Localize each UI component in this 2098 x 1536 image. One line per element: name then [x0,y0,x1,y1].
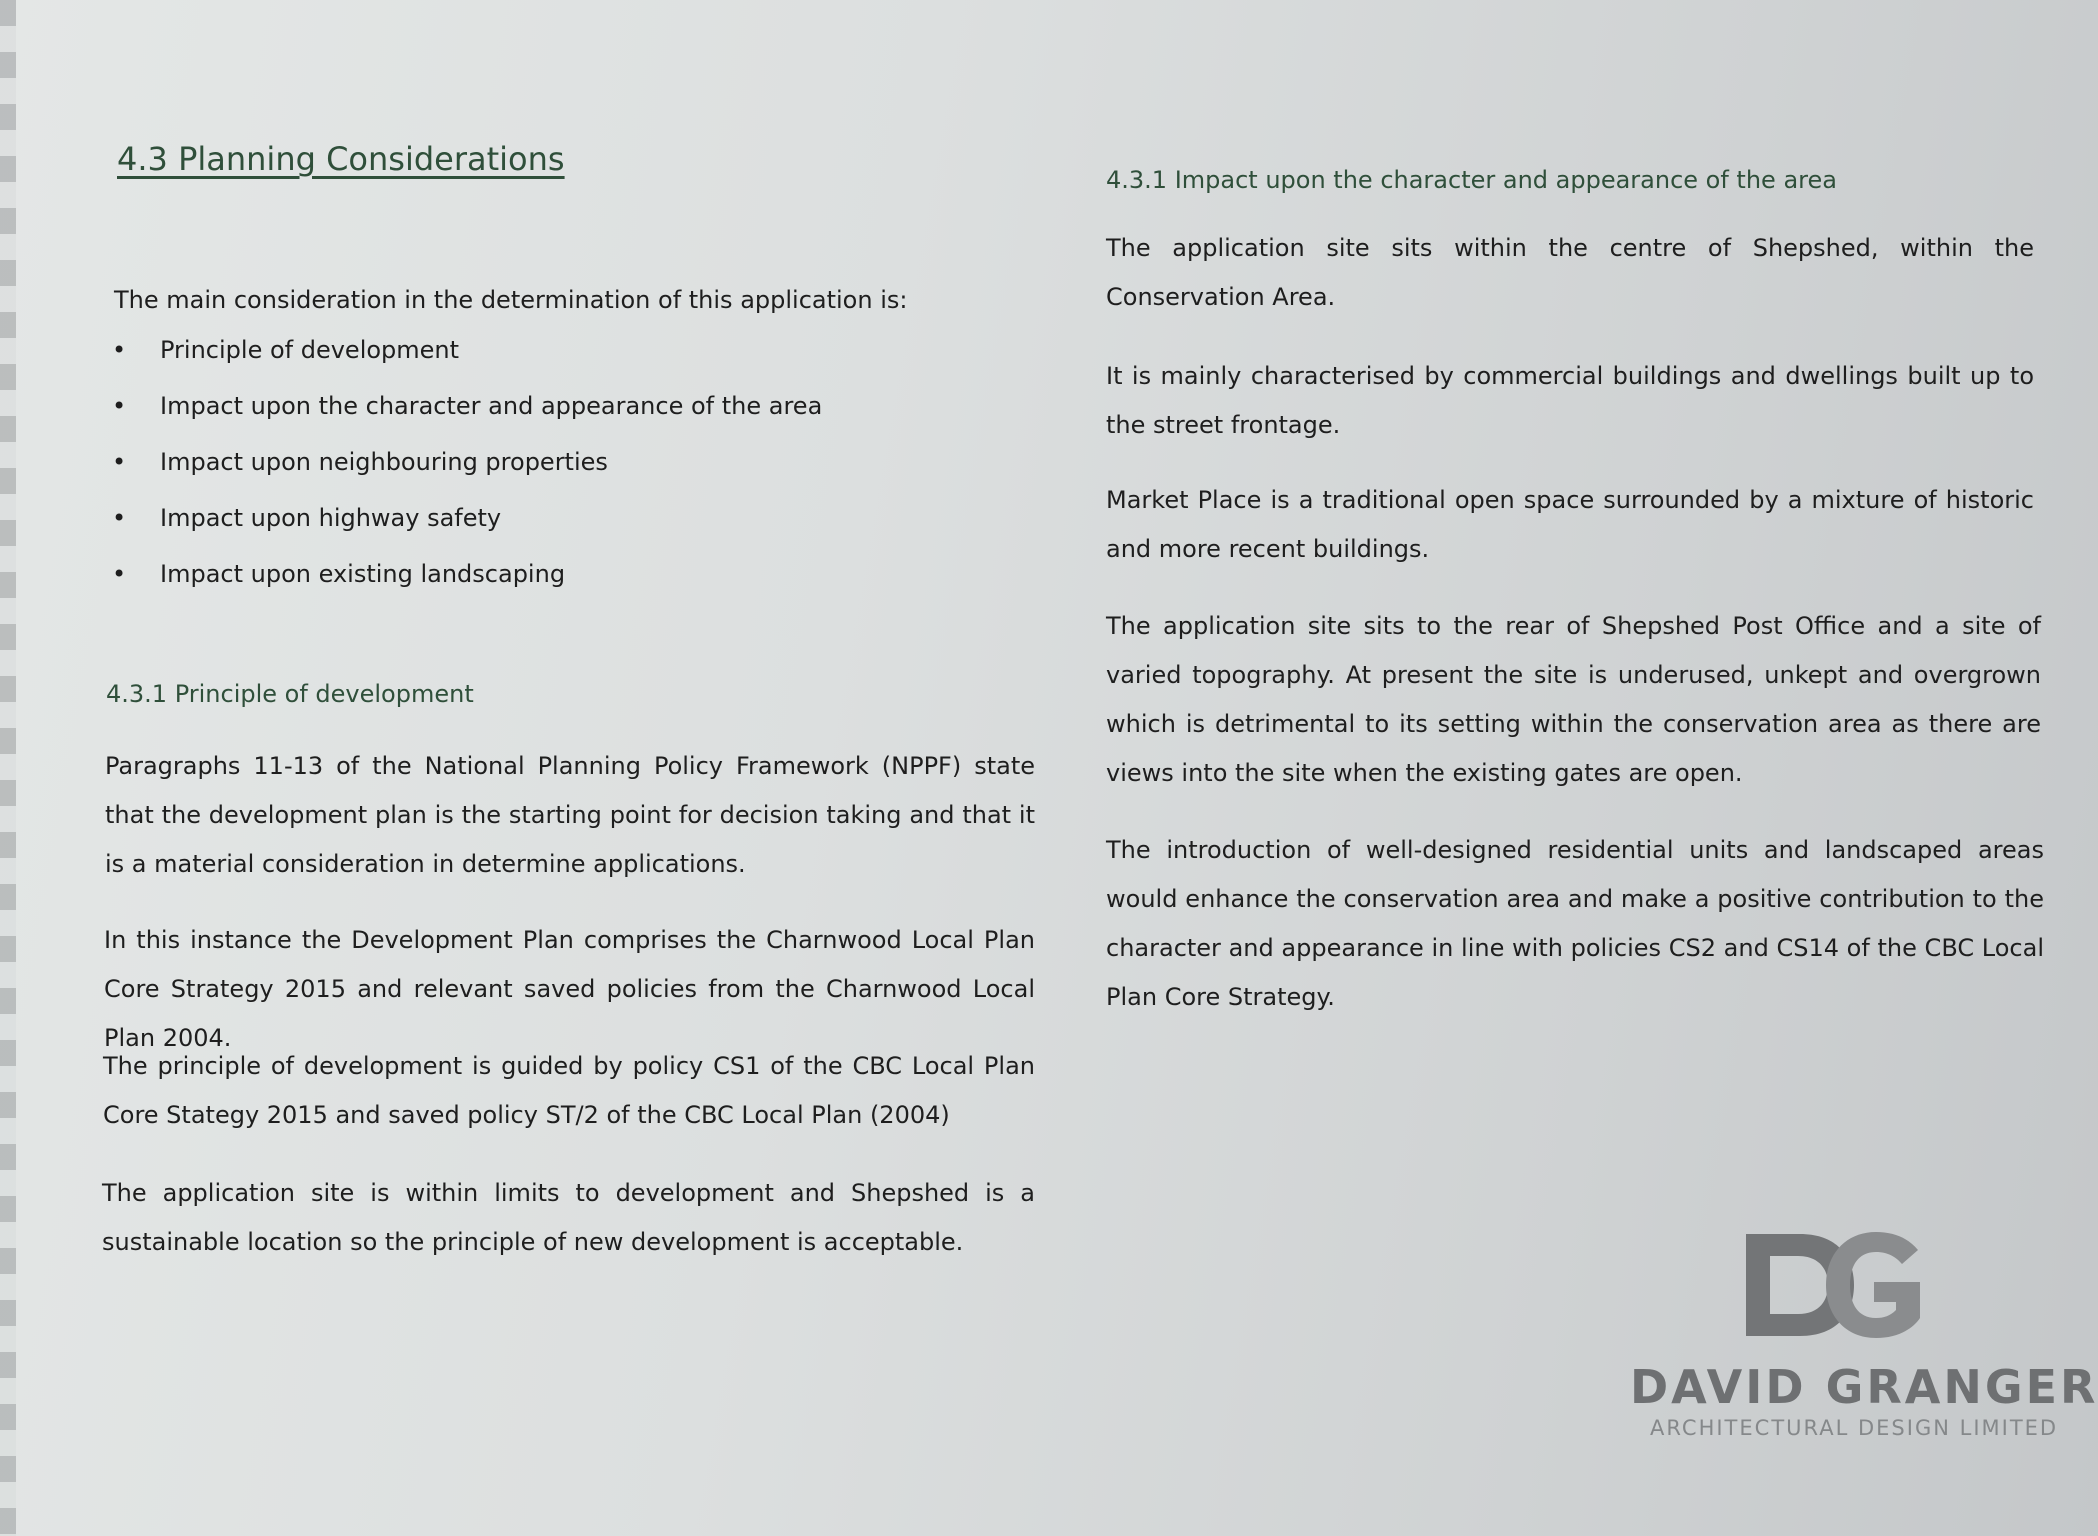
paragraph-post-office: The application site sits to the rear of Shepshed Post Office and a site of varied topography. At present the site is underused, unkept and overgrown which is detrimental to its setting within the conservation area as there are views into the site when the existing gates are open. [1106,612,2041,787]
bullet-icon: • [112,448,127,476]
company-tagline: ARCHITECTURAL DESIGN LIMITED [1650,1416,2059,1440]
paragraph-development-plan: In this instance the Development Plan comprises the Charnwood Local Plan Core Strategy 2015 and relevant saved policies from the Charnwood Local Plan 2004. [104,926,1035,1052]
company-logo [1620,1230,2098,1450]
bullet-icon: • [112,560,127,588]
list-item [110,392,822,448]
bullet-icon: • [112,392,127,420]
list-item-label: Principle of development [160,336,460,364]
list-item [110,448,822,504]
paragraph-market-place: Market Place is a traditional open space surrounded by a mixture of historic and more recent buildings. [1106,486,2034,563]
paragraph-site-centre: The application site sits within the centre of Shepshed, within the Conservation Area. [1106,234,2034,311]
bullet-icon: • [112,336,127,364]
list-item-label: Impact upon existing landscaping [160,560,566,588]
intro-text: The main consideration in the determination of this application is: [114,286,908,314]
list-item-label: Impact upon highway safety [160,504,502,532]
company-name: DAVID GRANGER [1630,1360,2098,1414]
list-item-label: Impact upon the character and appearance of the area [160,392,823,420]
binder-edge [0,0,16,1536]
dg-monogram-icon [1742,1230,1922,1340]
paragraph-nppf: Paragraphs 11-13 of the National Planning Policy Framework (NPPF) state that the development plan is the starting point for decision taking and that it is a material consideration in determine applications. [105,752,1035,878]
list-item [110,504,822,560]
subheading-principle: 4.3.1 Principle of development [106,680,474,708]
section-title: 4.3 Planning Considerations [117,140,565,178]
bullet-icon: • [112,504,127,532]
paragraph-limits: The application site is within limits to development and Shepshed is a sustainable location so the principle of new development is acceptable. [102,1179,1035,1256]
paragraph-characterised: It is mainly characterised by commercial buildings and dwellings built up to the street frontage. [1106,362,2034,439]
subheading-character: 4.3.1 Impact upon the character and appearance of the area [1106,166,1837,194]
list-item [110,336,822,392]
list-item-label: Impact upon neighbouring properties [160,448,608,476]
list-item [110,560,822,616]
considerations-list [110,336,822,616]
paragraph-policy-cs1: The principle of development is guided by policy CS1 of the CBC Local Plan Core Stategy 2015 and saved policy ST/2 of the CBC Local Plan (2004) [103,1052,1035,1129]
paragraph-introduction: The introduction of well-designed residential units and landscaped areas would enhance the conservation area and make a positive contribution to the character and appearance in line with policies CS2 and CS14 of the CBC Local Plan Core Strategy. [1106,836,2044,1011]
